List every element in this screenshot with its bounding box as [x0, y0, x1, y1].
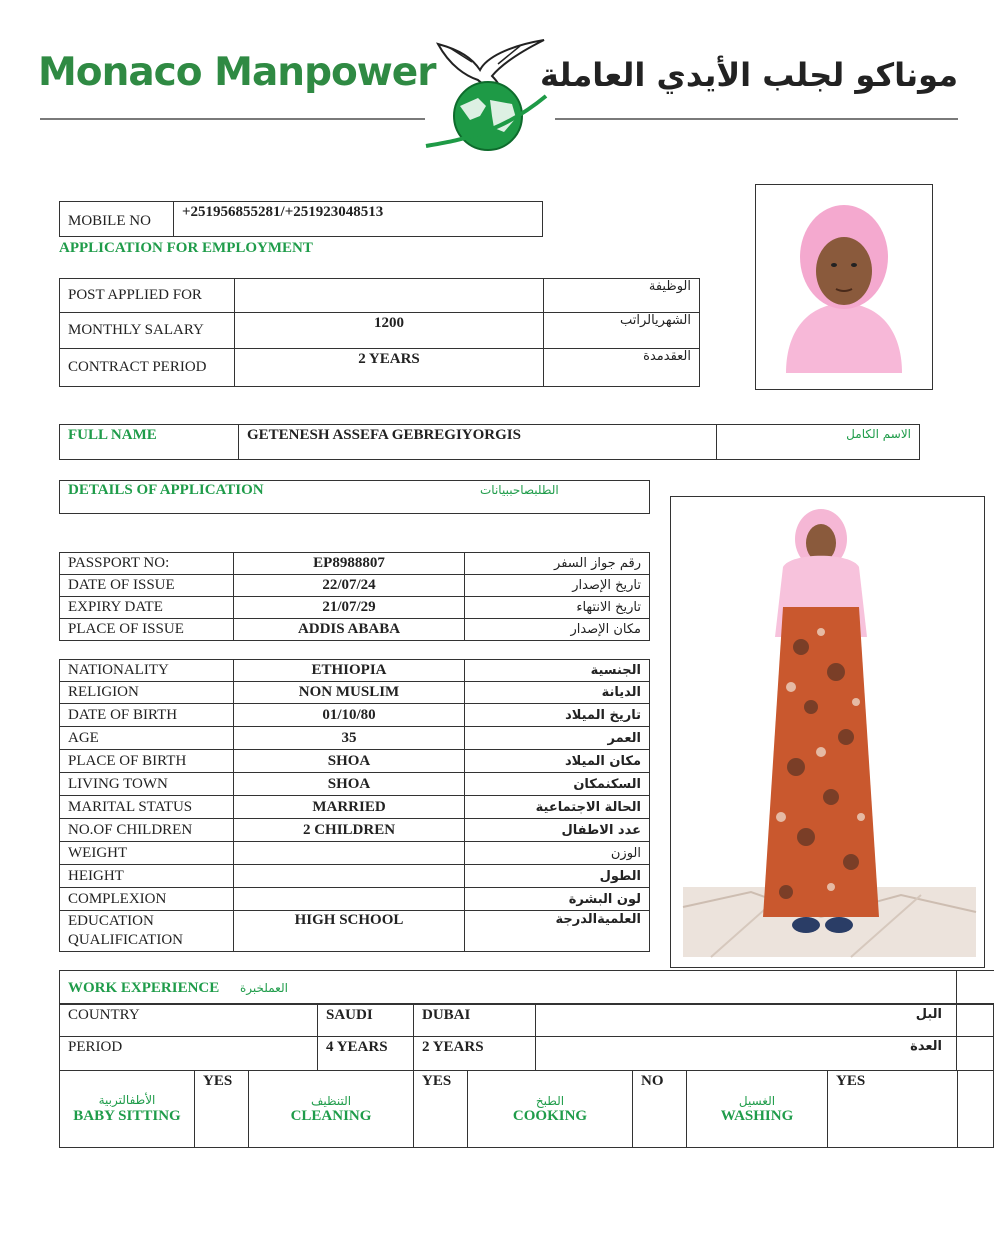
details-header-box [59, 480, 650, 514]
skill-cooking [468, 1071, 633, 1148]
contract-period-value: 2 YEARS [235, 349, 544, 387]
table-row [60, 704, 650, 727]
expiry-date-ar: تاريخ الانتهاء [465, 597, 650, 619]
skill-cooking-value: NO [633, 1071, 687, 1148]
post-applied-label: POST APPLIED FOR [60, 279, 235, 313]
mobile-value: +251956855281/+251923048513 [174, 202, 543, 237]
nationality-ar: الجنسية [465, 660, 650, 682]
height-label: HEIGHT [60, 865, 234, 888]
living-town-label: LIVING TOWN [60, 773, 234, 796]
table-row [60, 597, 650, 619]
religion-value: NON MUSLIM [234, 682, 465, 704]
education-label: EDUCATION QUALIFICATION [60, 911, 234, 952]
expiry-date-label: EXPIRY DATE [60, 597, 234, 619]
table-row [60, 279, 700, 313]
skill-baby-sitting-value: YES [195, 1071, 249, 1148]
table-row [60, 750, 650, 773]
country-label: COUNTRY [60, 1005, 318, 1037]
application-title: APPLICATION FOR EMPLOYMENT [59, 240, 313, 256]
full-body-photo [671, 497, 984, 967]
table-row [60, 575, 650, 597]
table-row [60, 796, 650, 819]
company-logo [420, 36, 550, 151]
header-divider-right [555, 118, 958, 120]
table-row [60, 619, 650, 641]
mobile-label: MOBILE NO [60, 202, 174, 237]
children-value: 2 CHILDREN [234, 819, 465, 842]
table-row [60, 1037, 994, 1071]
education-ar: العلميةالدرجة [465, 911, 650, 952]
work-experience-ar: العملخبرة [240, 981, 288, 995]
place-of-issue-label: PLACE OF ISSUE [60, 619, 234, 641]
marital-status-label: MARITAL STATUS [60, 796, 234, 819]
full-name-table [59, 424, 920, 460]
children-ar: عدد الاطفال [465, 819, 650, 842]
country-ar: البل [536, 1005, 957, 1037]
table-row [60, 911, 650, 952]
complexion-value [234, 888, 465, 911]
post-applied-ar: الوظيفة [544, 279, 700, 313]
skills-table [59, 1070, 994, 1148]
table-row [60, 888, 650, 911]
table-row [60, 682, 650, 704]
skill-baby-sitting [60, 1071, 195, 1148]
table-row [60, 819, 650, 842]
personal-table [59, 659, 650, 952]
place-of-birth-value: SHOA [234, 750, 465, 773]
skill-cooking-en: COOKING [512, 1107, 588, 1124]
nationality-value: ETHIOPIA [234, 660, 465, 682]
full-name-value: GETENESH ASSEFA GEBREGIYORGIS [239, 425, 717, 460]
religion-ar: الديانة [465, 682, 650, 704]
brand-name-english: Monaco Manpower [38, 50, 436, 95]
mobile-table [59, 201, 543, 237]
full-name-ar: الاسم الكامل [717, 425, 920, 460]
age-value: 35 [234, 727, 465, 750]
table-row [60, 865, 650, 888]
date-of-issue-value: 22/07/24 [234, 575, 465, 597]
period-ar: العدة [536, 1037, 957, 1071]
complexion-ar: لون البشرة [465, 888, 650, 911]
table-row [60, 313, 700, 349]
religion-label: RELIGION [60, 682, 234, 704]
table-row [60, 727, 650, 750]
skill-baby-sitting-ar: الأطفالتربية [98, 1092, 156, 1107]
complexion-label: COMPLEXION [60, 888, 234, 911]
skill-washing [687, 1071, 828, 1148]
education-value: HIGH SCHOOL [234, 911, 465, 952]
weight-value [234, 842, 465, 865]
table-row [60, 660, 650, 682]
height-ar: الطول [465, 865, 650, 888]
passport-no-value: EP8988807 [234, 553, 465, 575]
work-experience-table [59, 1004, 994, 1071]
header-divider-left [40, 118, 425, 120]
skill-cleaning-value: YES [414, 1071, 468, 1148]
period-2: 2 YEARS [414, 1037, 536, 1071]
age-label: AGE [60, 727, 234, 750]
living-town-value: SHOA [234, 773, 465, 796]
country-2: DUBAI [414, 1005, 536, 1037]
table-row [60, 773, 650, 796]
table-row [60, 1071, 994, 1148]
period-label: PERIOD [60, 1037, 318, 1071]
age-ar: العمر [465, 727, 650, 750]
country-1: SAUDI [318, 1005, 414, 1037]
date-of-issue-label: DATE OF ISSUE [60, 575, 234, 597]
expiry-date-value: 21/07/29 [234, 597, 465, 619]
post-table [59, 278, 700, 387]
table-row [60, 842, 650, 865]
brand-name-arabic: موناكو لجلب الأيدي العاملة [540, 56, 958, 94]
skill-cleaning [249, 1071, 414, 1148]
date-of-birth-value: 01/10/80 [234, 704, 465, 727]
full-body-photo-frame [670, 496, 985, 968]
passport-table [59, 552, 650, 641]
skill-washing-value: YES [828, 1071, 958, 1148]
place-of-birth-label: PLACE OF BIRTH [60, 750, 234, 773]
place-of-issue-value: ADDIS ABABA [234, 619, 465, 641]
marital-status-value: MARRIED [234, 796, 465, 819]
weight-label: WEIGHT [60, 842, 234, 865]
place-of-birth-ar: مكان الميلاد [465, 750, 650, 773]
profile-photo-frame [755, 184, 933, 390]
profile-photo [756, 185, 932, 389]
date-of-birth-label: DATE OF BIRTH [60, 704, 234, 727]
skill-washing-en: WASHING [720, 1107, 794, 1124]
details-ar: الطلبصاحببيانات [480, 483, 559, 497]
marital-status-ar: الحالة الاجتماعية [465, 796, 650, 819]
monthly-salary-ar: الشهريالراتب [544, 313, 700, 349]
date-of-birth-ar: تاريخ الميلاد [465, 704, 650, 727]
living-town-ar: السكنمكان [465, 773, 650, 796]
place-of-issue-ar: مكان الإصدار [465, 619, 650, 641]
passport-no-label: PASSPORT NO: [60, 553, 234, 575]
skill-washing-ar: الغسيل [738, 1093, 776, 1108]
monthly-salary-value: 1200 [235, 313, 544, 349]
skill-cleaning-ar: التنظيف [310, 1093, 352, 1108]
weight-ar: الوزن [465, 842, 650, 865]
table-row [60, 553, 650, 575]
post-applied-value [235, 279, 544, 313]
details-label: DETAILS OF APPLICATION [68, 482, 264, 498]
period-1: 4 YEARS [318, 1037, 414, 1071]
contract-period-ar: العقدمدة [544, 349, 700, 387]
skill-cooking-ar: الطبخ [535, 1093, 565, 1108]
monthly-salary-label: MONTHLY SALARY [60, 313, 235, 349]
table-row [60, 349, 700, 387]
work-experience-header [59, 970, 994, 1004]
skill-cleaning-en: CLEANING [290, 1107, 372, 1124]
work-experience-title: WORK EXPERIENCE [68, 980, 220, 996]
skill-baby-sitting-en: BABY SITTING [73, 1107, 181, 1124]
table-row [60, 1005, 994, 1037]
contract-period-label: CONTRACT PERIOD [60, 349, 235, 387]
date-of-issue-ar: تاريخ الإصدار [465, 575, 650, 597]
height-value [234, 865, 465, 888]
children-label: NO.OF CHILDREN [60, 819, 234, 842]
nationality-label: NATIONALITY [60, 660, 234, 682]
full-name-label: FULL NAME [60, 425, 239, 460]
passport-no-ar: رقم جواز السفر [465, 553, 650, 575]
